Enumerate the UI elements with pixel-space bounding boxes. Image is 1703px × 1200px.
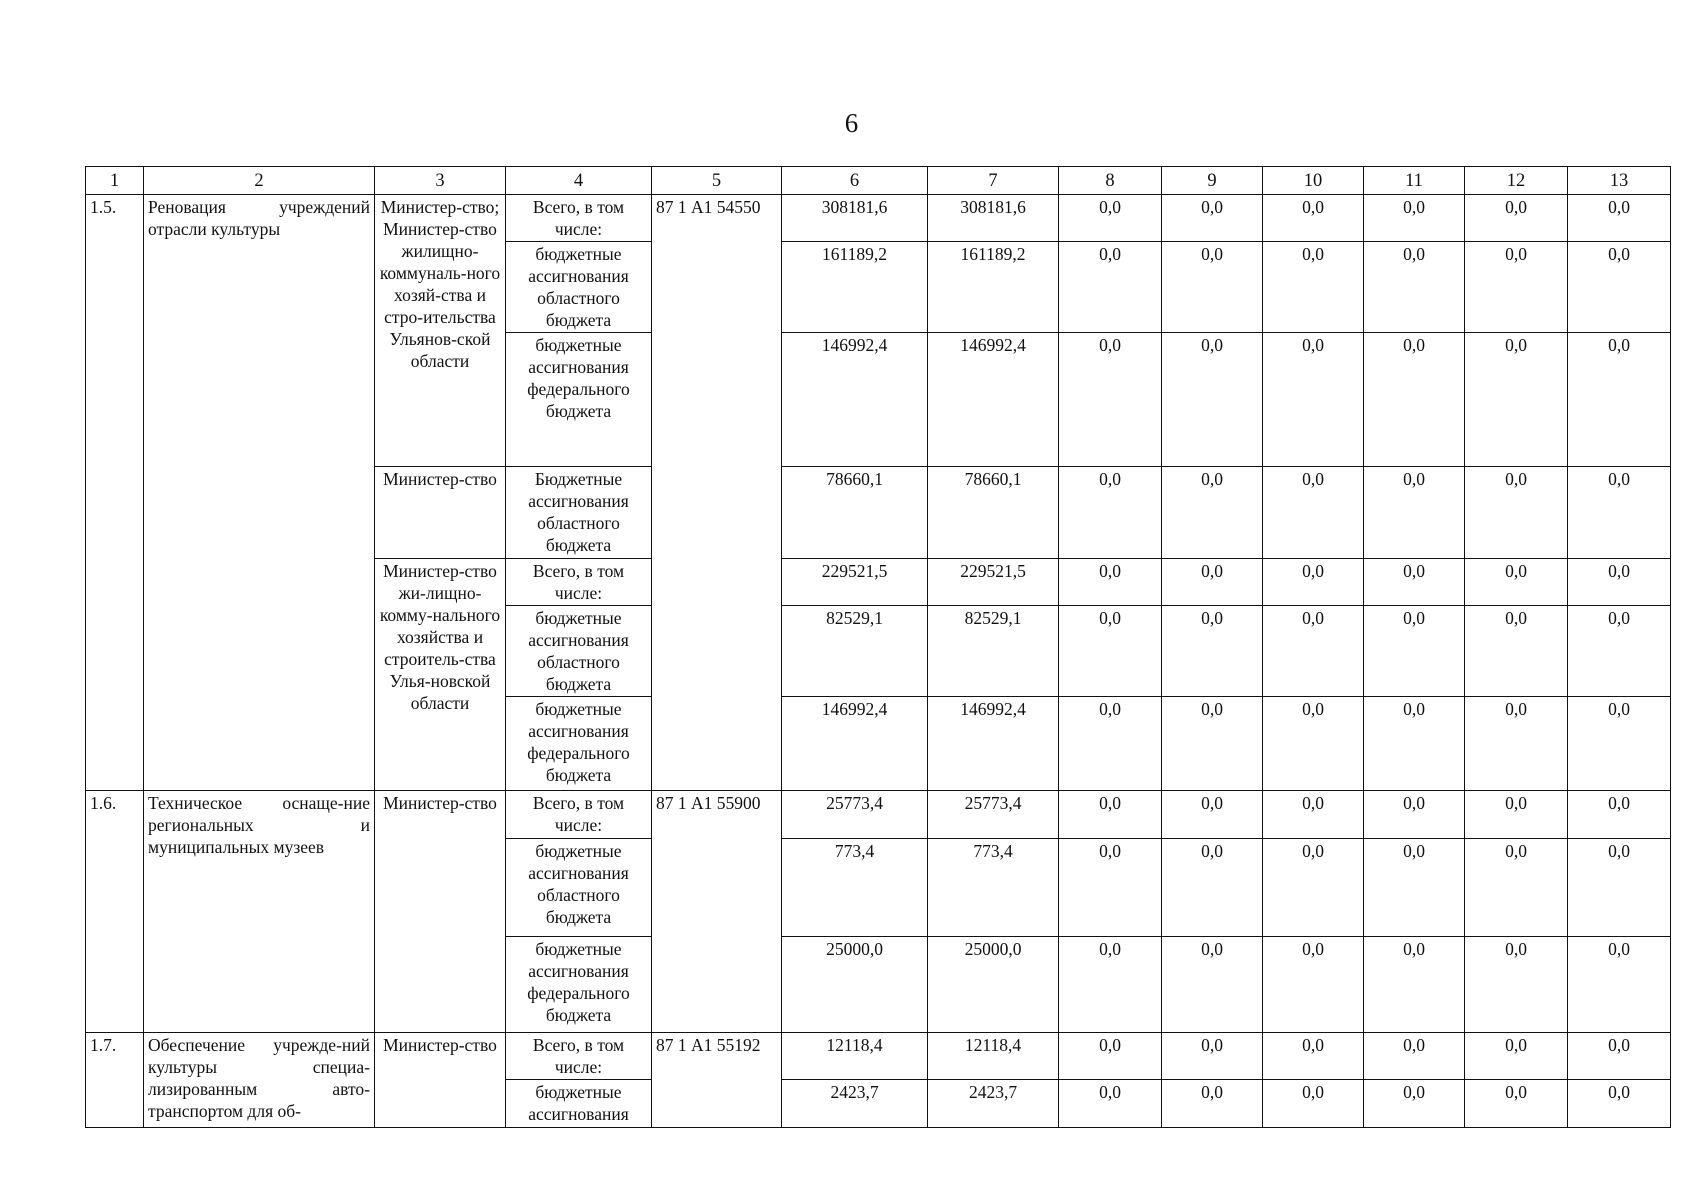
value-cell: 0,0 — [1059, 195, 1162, 242]
value-cell: 0,0 — [1162, 606, 1263, 697]
value-cell: 0,0 — [1364, 791, 1465, 839]
value-cell: 0,0 — [1263, 937, 1364, 1033]
header-cell: 1 — [86, 167, 144, 195]
item-title: Обеспечение учрежде-ний культуры специа-лизированным авто-транспортом для об- — [144, 1033, 375, 1128]
value-cell: 0,0 — [1364, 333, 1465, 467]
funding-source: бюджетные ассигнования федерального бюджета — [506, 937, 652, 1033]
value-cell: 0,0 — [1465, 937, 1568, 1033]
executor-cell: Министер-ство — [375, 1033, 506, 1128]
value-cell: 0,0 — [1465, 242, 1568, 333]
value-cell: 146992,4 — [928, 697, 1059, 791]
value-cell: 0,0 — [1162, 791, 1263, 839]
funding-source: бюджетные ассигнования областного бюджета — [506, 839, 652, 937]
value-cell: 0,0 — [1568, 839, 1671, 937]
value-cell: 0,0 — [1568, 467, 1671, 559]
value-cell: 0,0 — [1263, 1033, 1364, 1080]
value-cell: 0,0 — [1162, 1080, 1263, 1128]
value-cell: 78660,1 — [782, 467, 928, 559]
value-cell: 0,0 — [1162, 937, 1263, 1033]
value-cell: 0,0 — [1568, 1080, 1671, 1128]
value-cell: 2423,7 — [928, 1080, 1059, 1128]
budget-code: 87 1 А1 55900 — [652, 791, 782, 1033]
value-cell: 0,0 — [1059, 791, 1162, 839]
table-row — [86, 195, 1671, 242]
value-cell: 0,0 — [1465, 791, 1568, 839]
value-cell: 12118,4 — [782, 1033, 928, 1080]
value-cell: 0,0 — [1364, 937, 1465, 1033]
value-cell: 146992,4 — [782, 697, 928, 791]
value-cell: 0,0 — [1059, 559, 1162, 606]
value-cell: 0,0 — [1465, 467, 1568, 559]
funding-source: бюджетные ассигнования областного бюджета — [506, 242, 652, 333]
value-cell: 0,0 — [1465, 606, 1568, 697]
value-cell: 0,0 — [1263, 333, 1364, 467]
value-cell: 0,0 — [1263, 697, 1364, 791]
value-cell: 0,0 — [1059, 697, 1162, 791]
executor-cell: Министер-ство — [375, 791, 506, 1033]
value-cell: 773,4 — [928, 839, 1059, 937]
header-cell: 11 — [1364, 167, 1465, 195]
value-cell: 0,0 — [1059, 606, 1162, 697]
value-cell: 82529,1 — [928, 606, 1059, 697]
value-cell: 0,0 — [1059, 937, 1162, 1033]
header-cell: 13 — [1568, 167, 1671, 195]
value-cell: 25773,4 — [928, 791, 1059, 839]
value-cell: 0,0 — [1364, 1033, 1465, 1080]
value-cell: 161189,2 — [928, 242, 1059, 333]
value-cell: 0,0 — [1568, 937, 1671, 1033]
value-cell: 0,0 — [1263, 606, 1364, 697]
value-cell: 0,0 — [1568, 242, 1671, 333]
value-cell: 161189,2 — [782, 242, 928, 333]
item-number: 1.5. — [86, 195, 144, 791]
executor-cell: Министер-ство; Министер-ство жилищно-коммуналь-ного хозяй-ства и стро-ительства Ульянов-ской области — [375, 195, 506, 467]
value-cell: 78660,1 — [928, 467, 1059, 559]
funding-source: бюджетные ассигнования областного бюджета — [506, 606, 652, 697]
value-cell: 25000,0 — [782, 937, 928, 1033]
funding-source: Всего, в том числе: — [506, 1033, 652, 1080]
header-cell: 9 — [1162, 167, 1263, 195]
value-cell: 0,0 — [1568, 606, 1671, 697]
item-number: 1.7. — [86, 1033, 144, 1128]
funding-source: Всего, в том числе: — [506, 791, 652, 839]
value-cell: 146992,4 — [782, 333, 928, 467]
value-cell: 0,0 — [1568, 791, 1671, 839]
value-cell: 0,0 — [1162, 697, 1263, 791]
table-header-row — [86, 167, 1671, 195]
value-cell: 0,0 — [1568, 333, 1671, 467]
header-cell: 7 — [928, 167, 1059, 195]
value-cell: 0,0 — [1059, 333, 1162, 467]
value-cell: 25773,4 — [782, 791, 928, 839]
value-cell: 25000,0 — [928, 937, 1059, 1033]
value-cell: 0,0 — [1465, 195, 1568, 242]
funding-source: бюджетные ассигнования федерального бюджета — [506, 333, 652, 467]
budget-code: 87 1 А1 55192 — [652, 1033, 782, 1128]
page-number: 6 — [844, 108, 859, 138]
item-title: Техническое оснаще-ние региональных и муниципальных музеев — [144, 791, 375, 1033]
value-cell: 0,0 — [1162, 559, 1263, 606]
value-cell: 0,0 — [1568, 697, 1671, 791]
value-cell: 0,0 — [1162, 333, 1263, 467]
value-cell: 0,0 — [1059, 467, 1162, 559]
value-cell: 0,0 — [1162, 195, 1263, 242]
value-cell: 0,0 — [1465, 333, 1568, 467]
header-cell: 6 — [782, 167, 928, 195]
value-cell: 0,0 — [1059, 839, 1162, 937]
value-cell: 0,0 — [1059, 242, 1162, 333]
header-cell: 12 — [1465, 167, 1568, 195]
value-cell: 0,0 — [1059, 1033, 1162, 1080]
value-cell: 773,4 — [782, 839, 928, 937]
value-cell: 0,0 — [1162, 1033, 1263, 1080]
funding-source: бюджетные ассигнования — [506, 1080, 652, 1128]
value-cell: 308181,6 — [928, 195, 1059, 242]
header-cell: 4 — [506, 167, 652, 195]
value-cell: 0,0 — [1364, 195, 1465, 242]
value-cell: 0,0 — [1465, 559, 1568, 606]
value-cell: 0,0 — [1465, 697, 1568, 791]
funding-source: Всего, в том числе: — [506, 195, 652, 242]
value-cell: 0,0 — [1568, 559, 1671, 606]
value-cell: 0,0 — [1263, 791, 1364, 839]
value-cell: 0,0 — [1465, 839, 1568, 937]
executor-cell: Министер-ство жи-лищно-комму-нального хозяйства и строитель-ства Улья-новской области — [375, 559, 506, 791]
table-row — [86, 1033, 1671, 1080]
value-cell: 0,0 — [1364, 467, 1465, 559]
value-cell: 0,0 — [1465, 1033, 1568, 1080]
value-cell: 0,0 — [1162, 242, 1263, 333]
value-cell: 0,0 — [1364, 606, 1465, 697]
value-cell: 0,0 — [1364, 697, 1465, 791]
item-title: Реновация учреждений отрасли культуры — [144, 195, 375, 791]
item-number: 1.6. — [86, 791, 144, 1033]
value-cell: 0,0 — [1364, 559, 1465, 606]
value-cell: 146992,4 — [928, 333, 1059, 467]
value-cell: 0,0 — [1059, 1080, 1162, 1128]
value-cell: 0,0 — [1364, 242, 1465, 333]
value-cell: 0,0 — [1568, 195, 1671, 242]
funding-source: Всего, в том числе: — [506, 559, 652, 606]
value-cell: 0,0 — [1263, 839, 1364, 937]
value-cell: 0,0 — [1568, 1033, 1671, 1080]
funding-source: Бюджетные ассигнования областного бюджета — [506, 467, 652, 559]
header-cell: 10 — [1263, 167, 1364, 195]
value-cell: 0,0 — [1364, 1080, 1465, 1128]
value-cell: 0,0 — [1263, 195, 1364, 242]
budget-code: 87 1 А1 54550 — [652, 195, 782, 791]
value-cell: 0,0 — [1263, 559, 1364, 606]
value-cell: 0,0 — [1263, 1080, 1364, 1128]
table-row — [86, 791, 1671, 839]
header-cell: 2 — [144, 167, 375, 195]
funding-source: бюджетные ассигнования федерального бюджета — [506, 697, 652, 791]
value-cell: 308181,6 — [782, 195, 928, 242]
value-cell: 0,0 — [1263, 467, 1364, 559]
value-cell: 0,0 — [1465, 1080, 1568, 1128]
value-cell: 2423,7 — [782, 1080, 928, 1128]
value-cell: 0,0 — [1263, 242, 1364, 333]
executor-cell: Министер-ство — [375, 467, 506, 559]
value-cell: 0,0 — [1162, 467, 1263, 559]
value-cell: 0,0 — [1364, 839, 1465, 937]
value-cell: 12118,4 — [928, 1033, 1059, 1080]
value-cell: 229521,5 — [782, 559, 928, 606]
header-cell: 5 — [652, 167, 782, 195]
header-cell: 8 — [1059, 167, 1162, 195]
value-cell: 82529,1 — [782, 606, 928, 697]
value-cell: 229521,5 — [928, 559, 1059, 606]
value-cell: 0,0 — [1162, 839, 1263, 937]
budget-table — [85, 166, 1671, 1128]
header-cell: 3 — [375, 167, 506, 195]
